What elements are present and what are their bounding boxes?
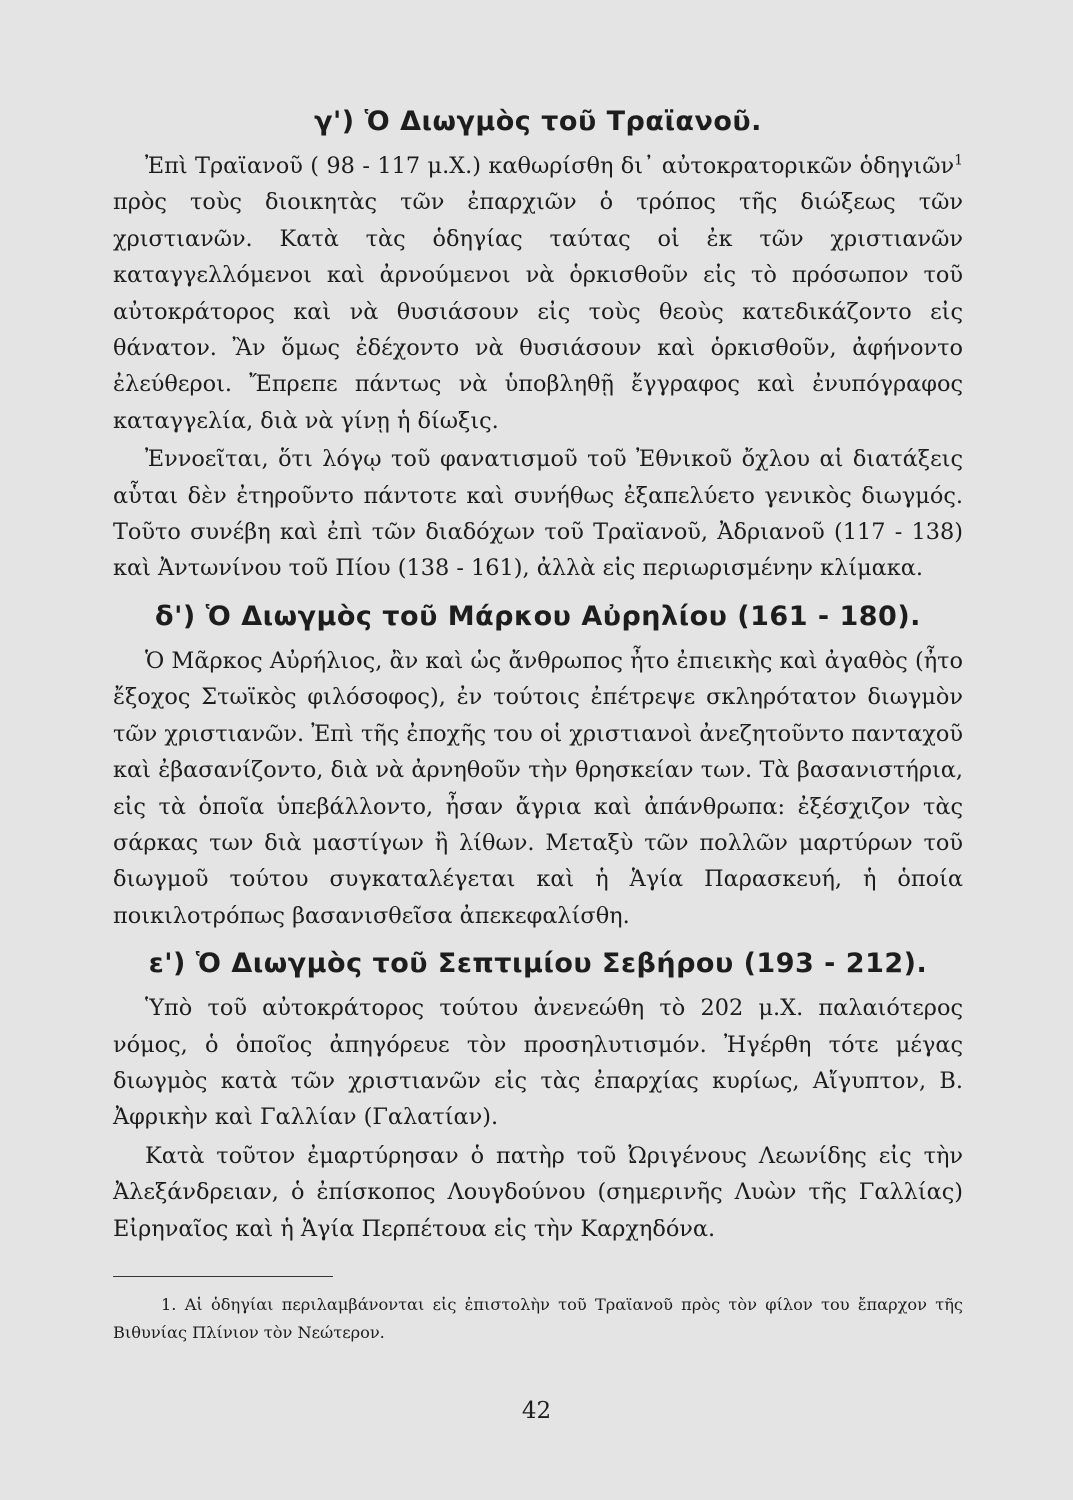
section-septimius-severus xyxy=(113,938,963,1247)
main-text xyxy=(113,96,963,1247)
page-number: 42 xyxy=(521,1398,552,1424)
section-heading: ε') Ὁ Διωγμὸς τοῦ Σεπτιμίου Σεβήρου (193 - 212). xyxy=(148,948,928,980)
section-trajan xyxy=(113,96,963,587)
section-heading: δ') Ὁ Διωγμὸς τοῦ Μάρκου Αὐρηλίου (161 - 180). xyxy=(155,600,921,632)
footnote-marker: 1 xyxy=(954,152,963,169)
paragraph: Ἐννοεῖται, ὅτι λόγῳ τοῦ φανατισμοῦ τοῦ Ἐθνικοῦ ὄχλου αἱ διατάξεις αὗται δὲν ἐτηροῦντο πάντοτε καὶ συνήθως ἐξαπελύετο γενικὸς διωγμός. Τοῦτο συνέβη καὶ ἐπὶ τῶν διαδόχων τοῦ Τραϊανοῦ, Ἀδριανοῦ (117 - 138) καὶ Ἀντωνίνου τοῦ Πίου (138 - 161), ἀλλὰ εἰς περιωρισμένην κλίμακα. xyxy=(113,446,963,582)
paragraph xyxy=(113,148,963,439)
paragraph-text: πρὸς τοὺς διοικητὰς τῶν ἐπαρχιῶν ὁ τρόπος τῆς διώξεως τῶν χριστιανῶν. Κατὰ τὰς ὁδηγίας ταύτας οἱ ἐκ τῶν χριστιανῶν καταγγελλόμενοι καὶ ἀρνούμενοι νὰ ὁρκισθοῦν εἰς τὸ πρόσωπον τοῦ αὐτοκράτορος καὶ νὰ θυσιάσουν εἰς τοὺς θεοὺς κατεδικάζοντο εἰς θάνατον. Ἂν ὅμως ἐδέχοντο νὰ θυσιάσουν καὶ ὁρκισθοῦν, ἀφήνοντο ἐλεύθεροι. Ἔπρεπε πάντως νὰ ὑποβληθῇ ἔγγραφος καὶ ἐνυπόγραφος καταγγελία, διὰ νὰ γίνῃ ἡ δίωξις. xyxy=(113,189,963,434)
section-marcus-aurelius xyxy=(113,591,963,934)
footnote-divider xyxy=(113,1276,333,1277)
paragraph: Κατὰ τοῦτον ἐμαρτύρησαν ὁ πατὴρ τοῦ Ὠριγένους Λεωνίδης εἰς τὴν Ἀλεξάνδρειαν, ὁ ἐπίσκοπος Λουγδούνου (σημερινῆς Λυὼν τῆς Γαλλίας) Εἰρηναῖος καὶ ἡ Ἁγία Περπέτουα εἰς τὴν Καρχηδόνα. xyxy=(113,1142,963,1242)
section-heading: γ') Ὁ Διωγμὸς τοῦ Τραϊανοῦ. xyxy=(314,106,762,137)
paragraph: Ὁ Μᾶρκος Αὐρήλιος, ἂν καὶ ὡς ἄνθρωπος ἦτο ἐπιεικὴς καὶ ἀγαθὸς (ἦτο ἔξοχος Στωϊκὸς φιλόσοφος), ἐν τούτοις ἐπέτρεψε σκληρότατον διωγμὸν τῶν χριστιανῶν. Ἐπὶ τῆς ἐποχῆς του οἱ χριστιανοὶ ἀνεζητοῦντο πανταχοῦ καὶ ἐβασανίζοντο, διὰ νὰ ἀρνηθοῦν τὴν θρησκείαν των. Τὰ βασανιστήρια, εἰς τὰ ὁποῖα ὑπεβάλλοντο, ἦσαν ἄγρια καὶ ἀπάνθρωπα: ἐξέσχιζον τὰς σάρκας των διὰ μαστίγων ἢ λίθων. Μεταξὺ τῶν πολλῶν μαρτύρων τοῦ διωγμοῦ τούτου συγκαταλέγεται καὶ ἡ Ἁγία Παρασκευή, ἡ ὁποία ποικιλοτρόπως βασανισθεῖσα ἀπεκεφαλίσθη. xyxy=(113,647,963,929)
footnote: 1. Αἱ ὁδηγίαι περιλαμβάνονται εἰς ἐπιστολὴν τοῦ Τραϊανοῦ πρὸς τὸν φίλον του ἔπαρχον τῆς Βιθυνίας Πλίνιον τὸν Νεώτερον. xyxy=(113,1295,963,1342)
paragraph-text: Ἐπὶ Τραϊανοῦ ( 98 - 117 μ.Χ.) καθωρίσθη δι᾽ αὐτοκρατορικῶν ὁδηγιῶν xyxy=(145,153,955,179)
paragraph: Ὑπὸ τοῦ αὐτοκράτορος τούτου ἀνενεώθη τὸ 202 μ.Χ. παλαιότερος νόμος, ὁ ὁποῖος ἀπηγόρευε τὸν προσηλυτισμόν. Ἠγέρθη τότε μέγας διωγμὸς κατὰ τῶν χριστιανῶν εἰς τὰς ἐπαρχίας κυρίως, Αἴγυπτον, Β. Ἀφρικὴν καὶ Γαλλίαν (Γαλατίαν). xyxy=(113,995,963,1131)
